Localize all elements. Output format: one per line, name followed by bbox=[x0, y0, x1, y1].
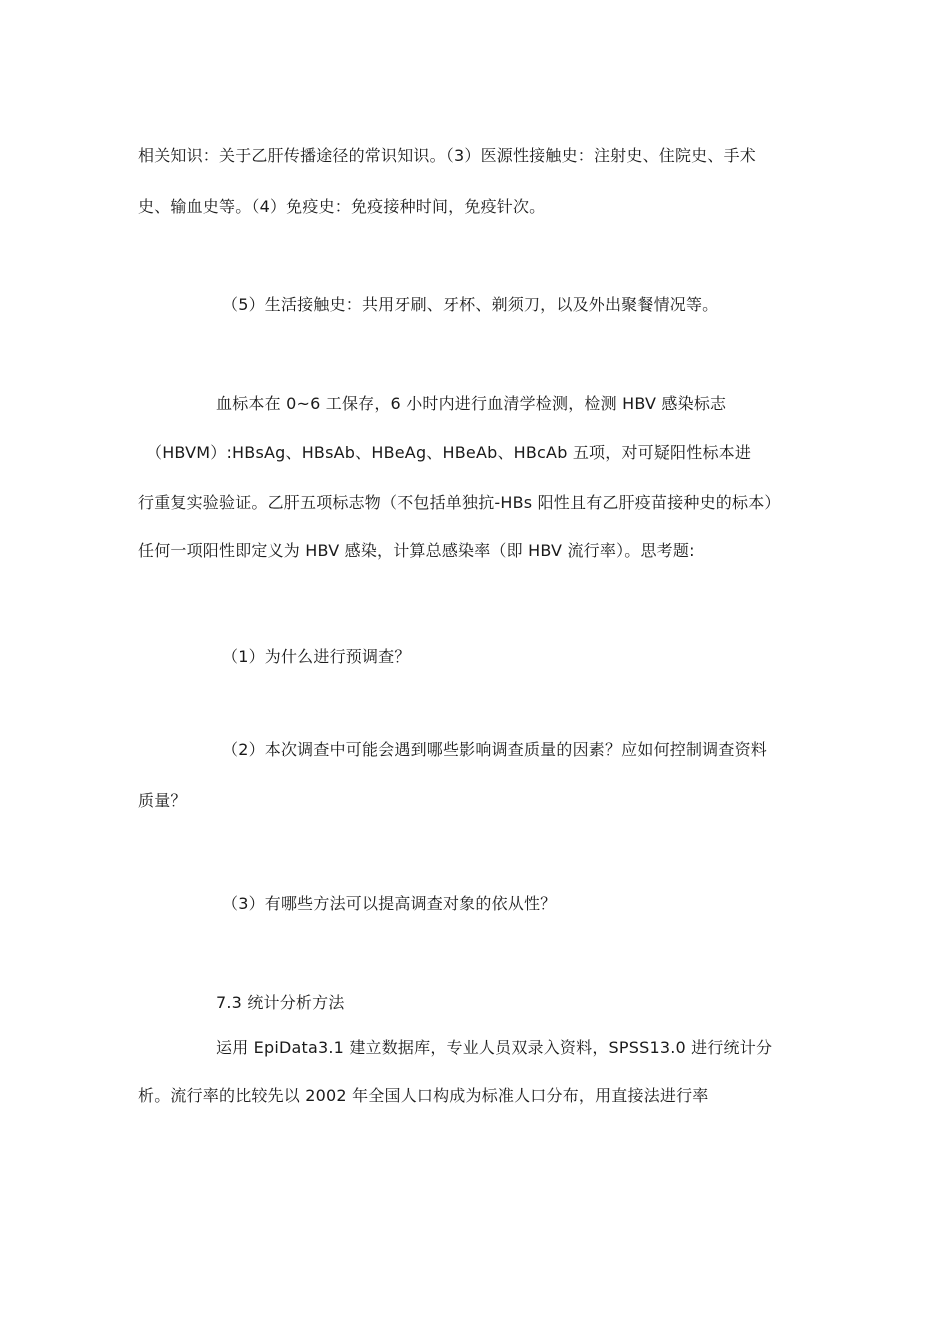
question-line: （3）有哪些方法可以提高调查对象的依从性？ bbox=[222, 894, 557, 913]
question-line: （2）本次调查中可能会遇到哪些影响调查质量的因素？应如何控制调查资料 bbox=[222, 740, 767, 759]
paragraph-line: 相关知识：关于乙肝传播途径的常识知识。（3）医源性接触史：注射史、住院史、手术 bbox=[138, 146, 756, 165]
question-line: （1）为什么进行预调查？ bbox=[222, 647, 411, 666]
paragraph-line: （5）生活接触史：共用牙刷、牙杯、剃须刀，以及外出聚餐情况等。 bbox=[222, 295, 719, 314]
paragraph-line: 史、输血史等。（4）免疫史：免疫接种时间，免疫针次。 bbox=[138, 197, 546, 216]
paragraph-line: （HBVM）:HBsAg、HBsAb、HBeAg、HBeAb、HBcAb 五项，对可疑阳性标本进 bbox=[146, 443, 752, 462]
paragraph-line: 运用 EpiData3.1 建立数据库，专业人员双录入资料，SPSS13.0 进行统计分 bbox=[216, 1038, 773, 1057]
question-line: 质量？ bbox=[138, 791, 187, 810]
paragraph-line: 血标本在 0~6 工保存，6 小时内进行血清学检测，检测 HBV 感染标志 bbox=[216, 394, 727, 413]
paragraph-line: 析。流行率的比较先以 2002 年全国人口构成为标准人口分布，用直接法进行率 bbox=[138, 1086, 709, 1105]
paragraph-line: 任何一项阳性即定义为 HBV 感染，计算总感染率（即 HBV 流行率）。思考题: bbox=[138, 541, 695, 560]
section-heading: 7.3 统计分析方法 bbox=[216, 993, 345, 1012]
paragraph-line: 行重复实验验证。乙肝五项标志物（不包括单独抗-HBs 阳性且有乙肝疫苗接种史的标本） bbox=[138, 493, 781, 512]
